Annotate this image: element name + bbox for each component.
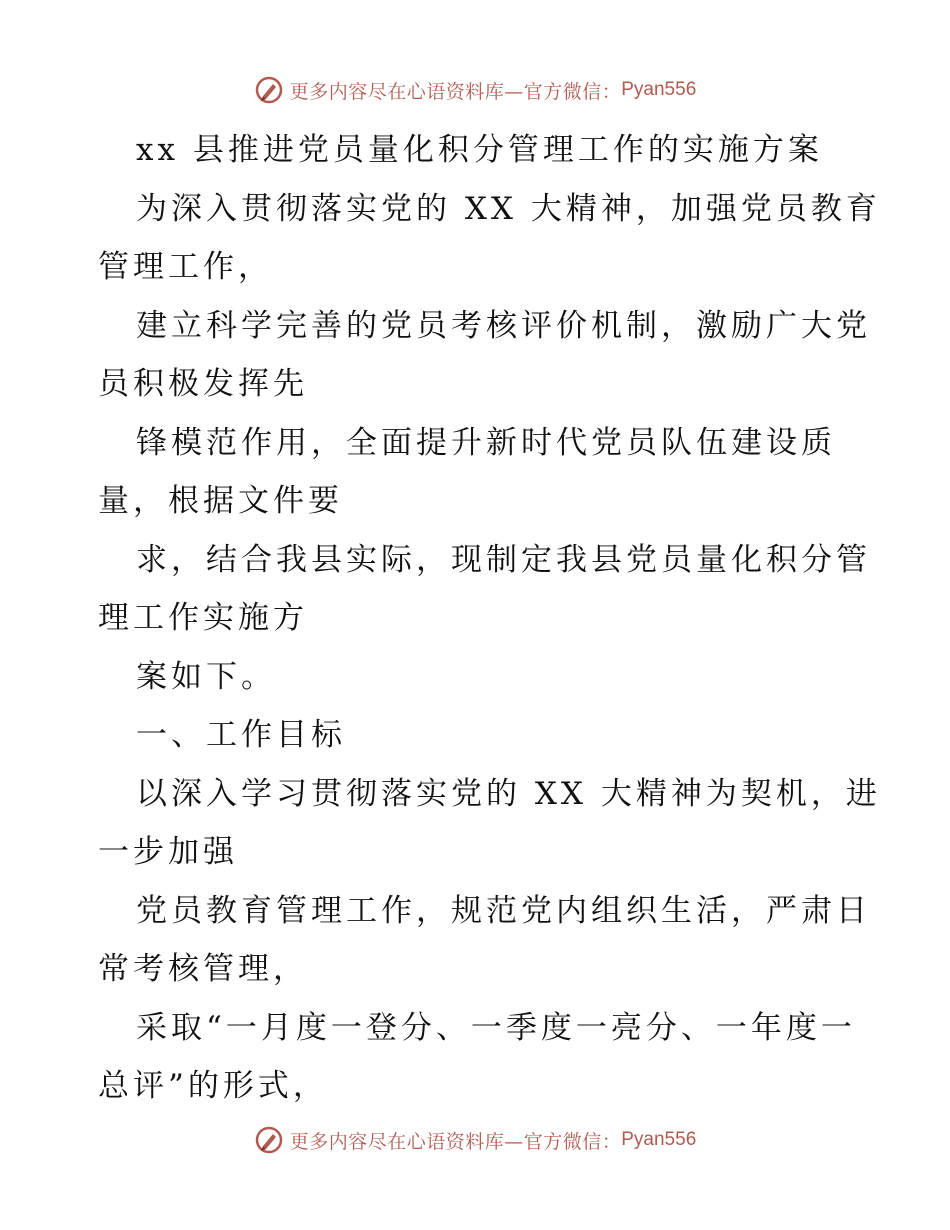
document-body xyxy=(98,121,881,1116)
watermark-id: Pyan556 xyxy=(621,79,697,100)
text-line: 求，结合我县实际，现制定我县党员量化积分管 xyxy=(136,541,871,578)
header-watermark xyxy=(0,70,950,110)
text-line: 量，根据文件要 xyxy=(98,483,343,519)
text-line: 党员教育管理工作，规范党内组织生活，严肃日 xyxy=(136,892,871,929)
watermark-text: 更多内容尽在心语资料库—官方微信： xyxy=(289,80,622,103)
text-line: 以深入学习贯彻落实党的 XX 大精神为契机，进 xyxy=(136,775,881,812)
text-line: 管理工作， xyxy=(98,249,273,285)
text-line: 锋模范作用，全面提升新时代党员队伍建设质 xyxy=(136,424,836,461)
watermark-id: Pyan556 xyxy=(621,1129,697,1150)
text-line: 常考核管理， xyxy=(98,951,308,987)
text-line: 员积极发挥先 xyxy=(98,366,308,402)
pen-logo-icon xyxy=(254,1125,284,1155)
pen-logo-icon xyxy=(254,75,284,105)
text-line: 采取“一月度一登分、一季度一亮分、一年度一 xyxy=(136,1009,856,1046)
text-line: 总评”的形式， xyxy=(98,1068,328,1104)
text-line: 建立科学完善的党员考核评价机制，激励广大党 xyxy=(136,307,871,344)
text-line: 理工作实施方 xyxy=(98,600,308,636)
section-heading: 一、工作目标 xyxy=(136,717,346,753)
footer-watermark xyxy=(0,1120,950,1160)
text-line: 为深入贯彻落实党的 XX 大精神，加强党员教育 xyxy=(136,190,881,227)
watermark-text: 更多内容尽在心语资料库—官方微信： xyxy=(289,1130,622,1153)
text-line: 一步加强 xyxy=(98,834,238,870)
document-title: xx 县推进党员量化积分管理工作的实施方案 xyxy=(136,132,823,168)
text-line: 案如下。 xyxy=(136,658,276,695)
